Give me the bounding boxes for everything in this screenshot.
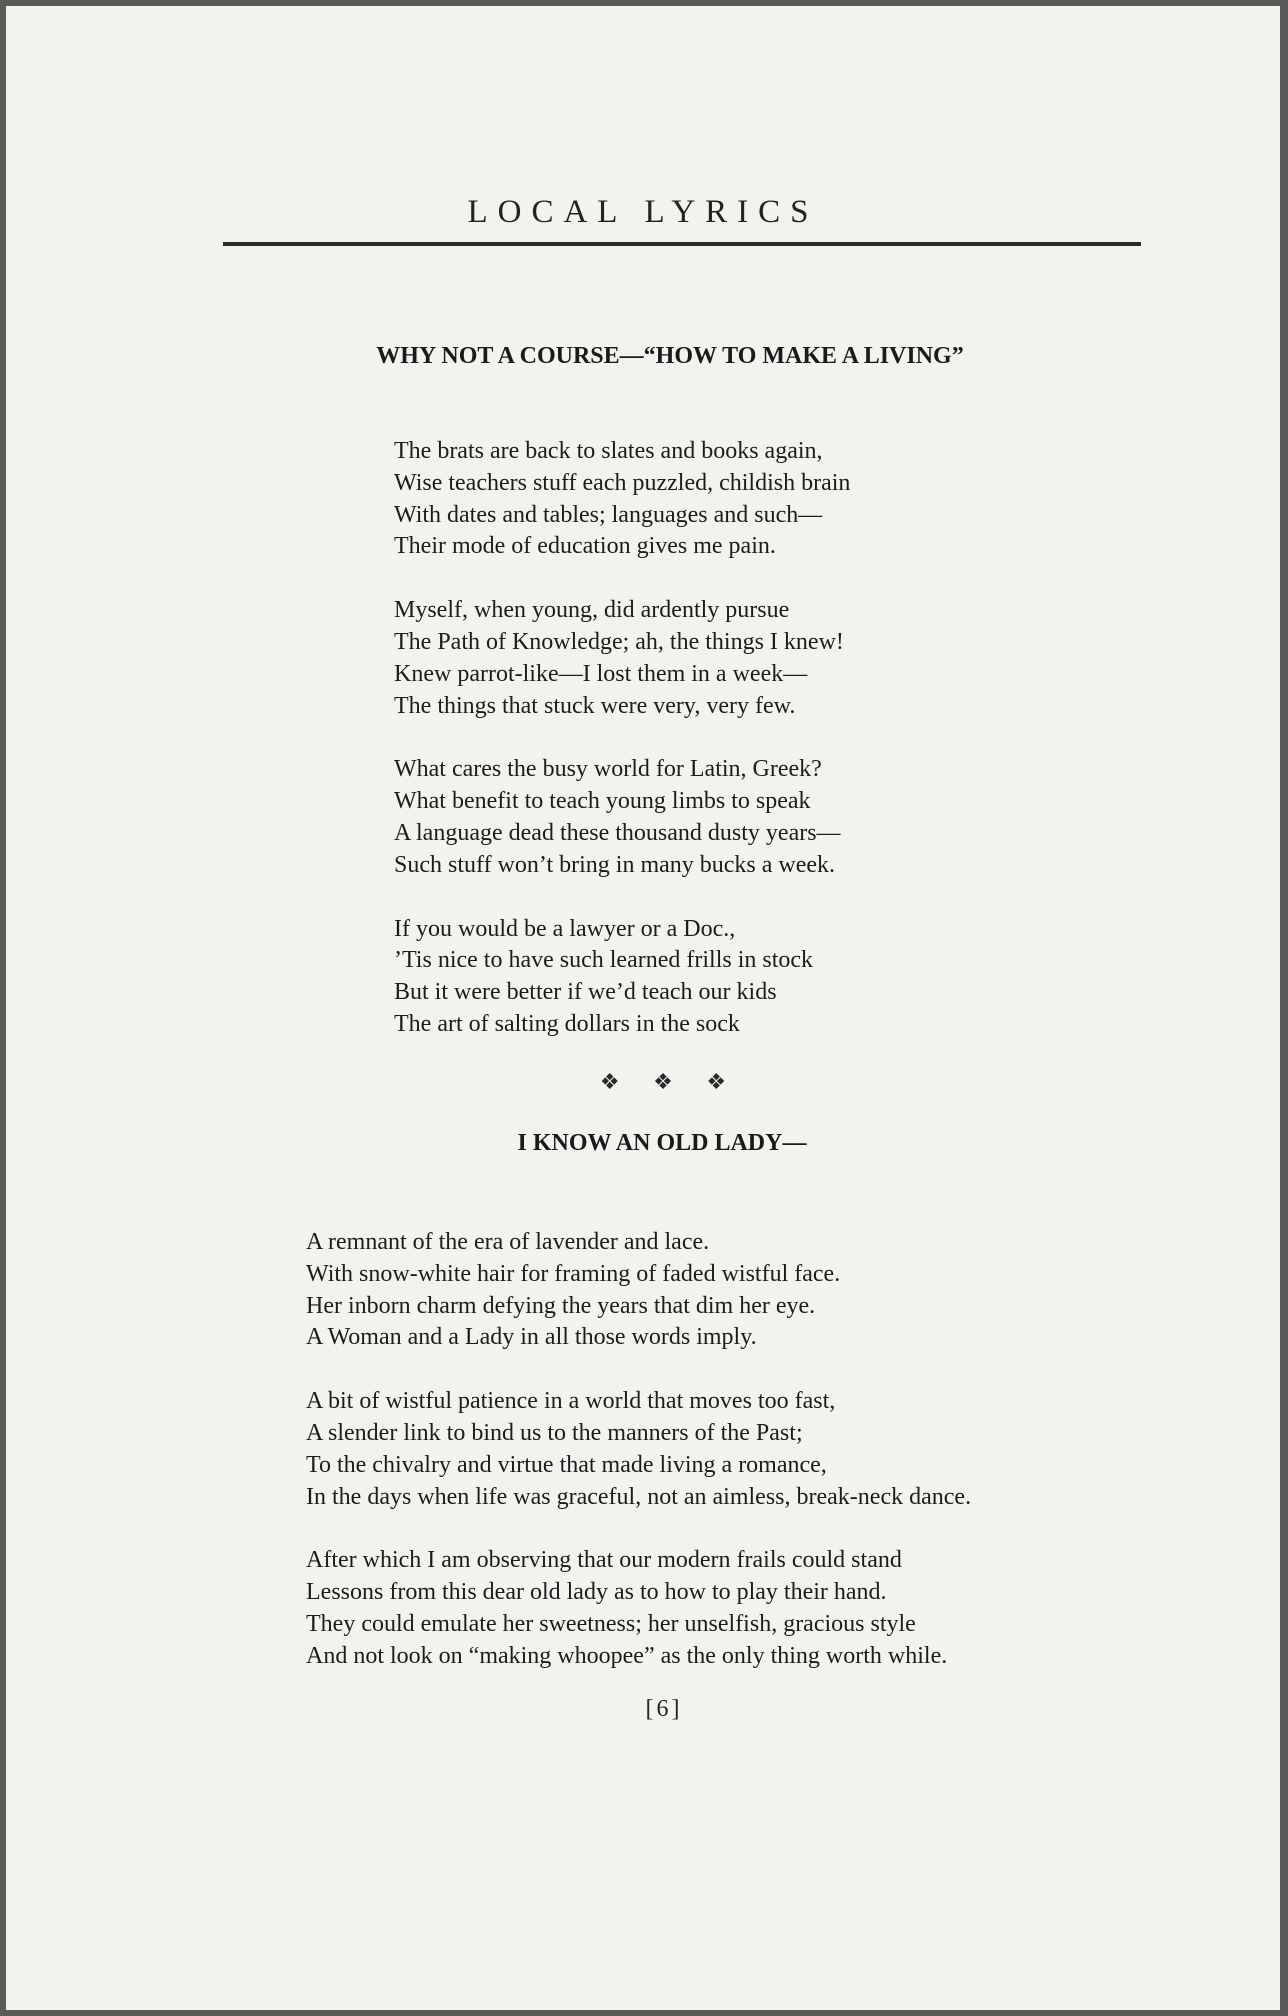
running-head: LOCAL LYRICS xyxy=(467,194,819,230)
poem-line: The Path of Knowledge; ah, the things I knew! xyxy=(394,628,844,655)
poem-line: They could emulate her sweetness; her unselfish, gracious style xyxy=(306,1610,916,1637)
stanza xyxy=(306,1545,971,1672)
poem-line: After which I am observing that our modern frails could stand xyxy=(306,1547,902,1574)
poem-line: Wise teachers stuff each puzzled, childish brain xyxy=(394,469,851,496)
poem-title: WHY NOT A COURSE—“HOW TO MAKE A LIVING” xyxy=(376,343,964,369)
poem-line: The things that stuck were very, very few. xyxy=(394,692,796,719)
poem-line: What cares the busy world for Latin, Greek? xyxy=(394,756,822,783)
poem-line: Her inborn charm defying the years that dim her eye. xyxy=(306,1292,816,1319)
poem-line: A slender link to bind us to the manners of the Past; xyxy=(306,1419,803,1446)
page-number: [6] xyxy=(645,1696,683,1722)
stanza xyxy=(394,595,850,722)
poem-line: With dates and tables; languages and such— xyxy=(394,501,823,528)
poem-line: The art of salting dollars in the sock xyxy=(394,1010,740,1037)
stanza xyxy=(394,754,850,881)
poem-line: But it were better if we’d teach our kids xyxy=(394,979,777,1006)
poem-body xyxy=(306,1227,971,1705)
poem-title: I KNOW AN OLD LADY— xyxy=(517,1130,807,1156)
poem-line: A Woman and a Lady in all those words imply. xyxy=(306,1324,757,1351)
poem-line: With snow-white hair for framing of faded wistful face. xyxy=(306,1260,841,1287)
poem-line: Knew parrot-like—I lost them in a week— xyxy=(394,660,808,687)
poem-line: Such stuff won’t bring in many bucks a week. xyxy=(394,851,836,878)
poem-line: Myself, when young, did ardently pursue xyxy=(394,597,790,624)
stanza xyxy=(306,1227,971,1354)
poem-line: A language dead these thousand dusty years— xyxy=(394,819,841,846)
stanza xyxy=(306,1386,971,1513)
poem-line: What benefit to teach young limbs to speak xyxy=(394,788,811,815)
header-rule xyxy=(223,242,1141,246)
poem-line: A remnant of the era of lavender and lace. xyxy=(306,1229,710,1255)
poem-line: To the chivalry and virtue that made living a romance, xyxy=(306,1451,827,1478)
poem-line: And not look on “making whoopee” as the only thing worth while. xyxy=(306,1642,948,1669)
poem-line: The brats are back to slates and books again, xyxy=(394,438,823,464)
stanza xyxy=(394,914,850,1041)
ornament-divider: ❖ ❖ ❖ xyxy=(599,1069,741,1094)
poem-line: Their mode of education gives me pain. xyxy=(394,533,776,560)
poem-line: In the days when life was graceful, not an aimless, break-neck dance. xyxy=(306,1483,972,1510)
poem-line: If you would be a lawyer or a Doc., xyxy=(394,915,736,942)
stanza xyxy=(394,436,850,563)
poem-line: ’Tis nice to have such learned frills in stock xyxy=(394,947,814,974)
poem-body xyxy=(394,436,850,1073)
poem-line: A bit of wistful patience in a world that moves too fast, xyxy=(306,1388,836,1415)
poem-line: Lessons from this dear old lady as to how to play their hand. xyxy=(306,1579,887,1606)
book-page xyxy=(6,6,1280,2010)
